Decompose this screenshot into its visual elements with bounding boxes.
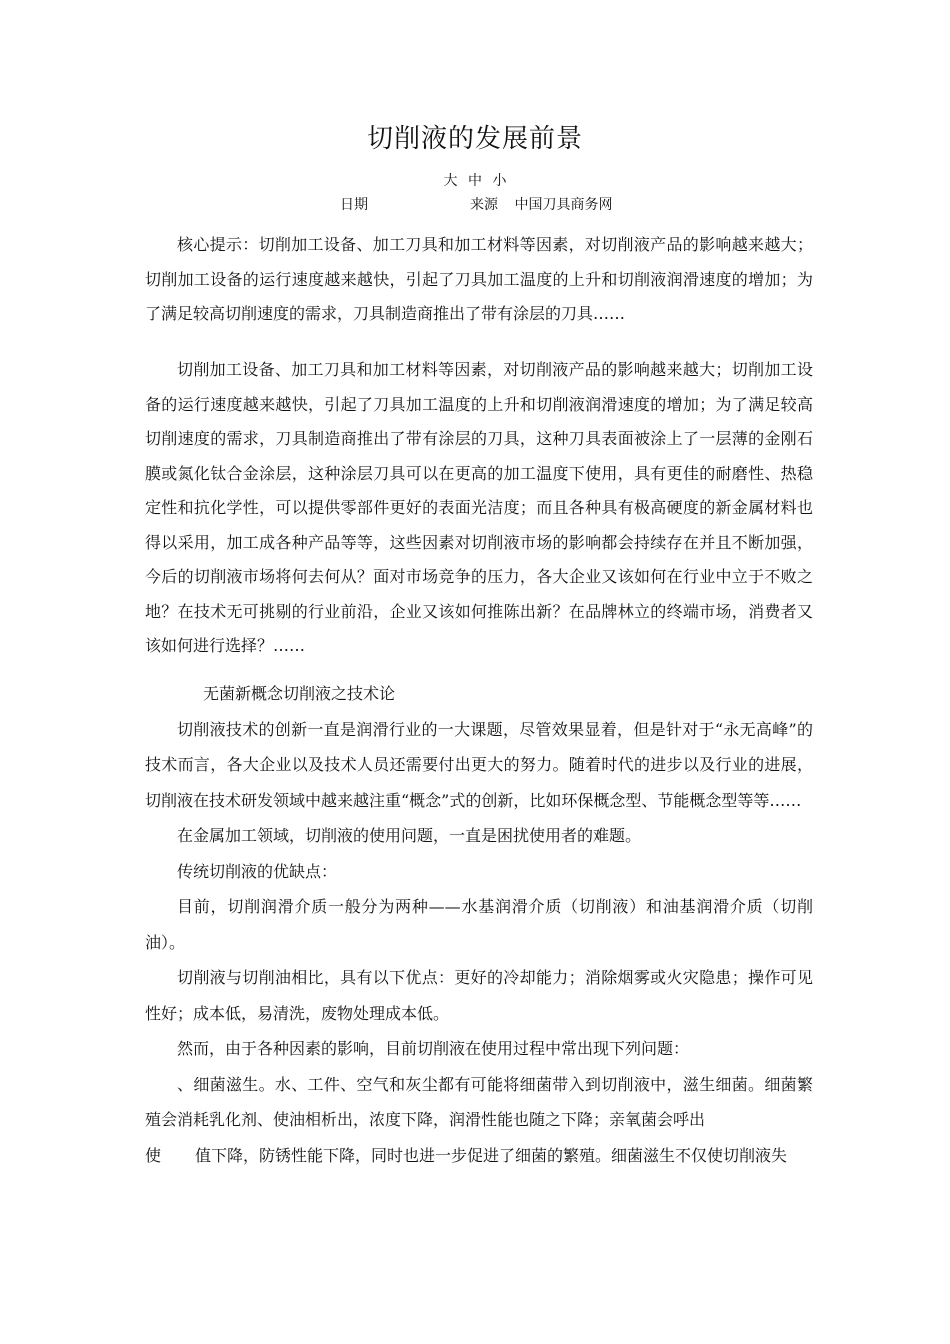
summary-block (145, 228, 813, 332)
source-value: 中国刀具商务网 (514, 197, 613, 213)
body-paragraph: 切削液与切削油相比，具有以下优点：更好的冷却能力；消除烟雾或火灾隐患；操作可见性好；成本低，易清洗，废物处理成本低。 (145, 968, 813, 1023)
source-label: 来源 (470, 197, 498, 213)
body-paragraph: 传统切削液的优缺点： (177, 861, 338, 881)
continuation-start: 使 (145, 1145, 162, 1165)
font-size-selector (0, 170, 950, 190)
body-block (145, 676, 813, 1173)
body-paragraph: 目前，切削润滑介质一般分为两种——水基润滑介质（切削液）和油基润滑介质（切削油）。 (145, 897, 813, 952)
article-title: 切削液的发展前景 (366, 124, 583, 154)
font-size-small-link[interactable]: 小 (492, 173, 507, 189)
body-paragraph: 在金属加工领域，切削液的使用问题，一直是困扰使用者的难题。 (177, 826, 642, 845)
section-heading: 无菌新概念切削液之技术论 (203, 684, 396, 703)
intro-paragraph: 切削加工设备、加工刀具和加工材料等因素，对切削液产品的影响越来越大；切削加工设备的运行速度越来越快，引起了刀具加工温度的上升和切削液润滑速度的增加；为了满足较高切削速度的需求，刀具制造商推出了带有涂层的刀具，这种刀具表面被涂上了一层薄的金刚石膜或氮化钛合金涂层，这种涂层刀具可以在更高的加工温度下使用，具有更佳的耐磨性、热稳定性和抗化学性，可以提供零部件更好的表面光洁度；而且各种具有极高硬度的新金属材料也得以采用，加工成各种产品等等，这些因素对切削液市场的影响都会持续存在并且不断加强，今后的切削液市场将何去何从？面对市场竞争的压力，各大企业又该如何在行业中立于不败之地？在技术无可挑剔的行业前沿，企业又该如何推陈出新？在品牌林立的终端市场，消费者又该如何进行选择？…… (145, 360, 813, 655)
font-size-large-link[interactable]: 大 (443, 173, 458, 189)
body-paragraph: 切削液技术的创新一直是润滑行业的一大课题，尽管效果显着，但是针对于“永无高峰”的技术而言，各大企业以及技术人员还需要付出更大的努力。随着时代的进步以及行业的进展，切削液在技术研发领域中越来越注重“概念”式的创新，比如环保概念型、节能概念型等等…… (145, 719, 813, 810)
font-size-medium-link[interactable]: 中 (468, 173, 482, 189)
intro-block (145, 353, 813, 664)
body-paragraph-continuation (145, 1138, 813, 1174)
continuation-rest: 值下降，防锈性能下降，同时也进一步促进了细菌的繁殖。细菌滋生不仅使切削液失 (195, 1145, 788, 1165)
date-label: 日期 (340, 197, 368, 213)
body-paragraph: 、细菌滋生。水、工件、空气和灰尘都有可能将细菌带入到切削液中，滋生细菌。细菌繁殖会消耗乳化剂、使油相析出，浓度下降，润滑性能也随之下降；亲氧菌会呼出 (145, 1074, 813, 1129)
source-meta (470, 194, 612, 214)
body-paragraph: 然而，由于各种因素的影响，目前切削液在使用过程中常出现下列问题： (177, 1039, 690, 1058)
summary-text: 核心提示：切削加工设备、加工刀具和加工材料等因素，对切削液产品的影响越来越大；切削加工设备的运行速度越来越快，引起了刀具加工温度的上升和切削液润滑速度的增加；为了满足较高切削速度的需求，刀具制造商推出了带有涂层的刀具…… (145, 235, 813, 323)
